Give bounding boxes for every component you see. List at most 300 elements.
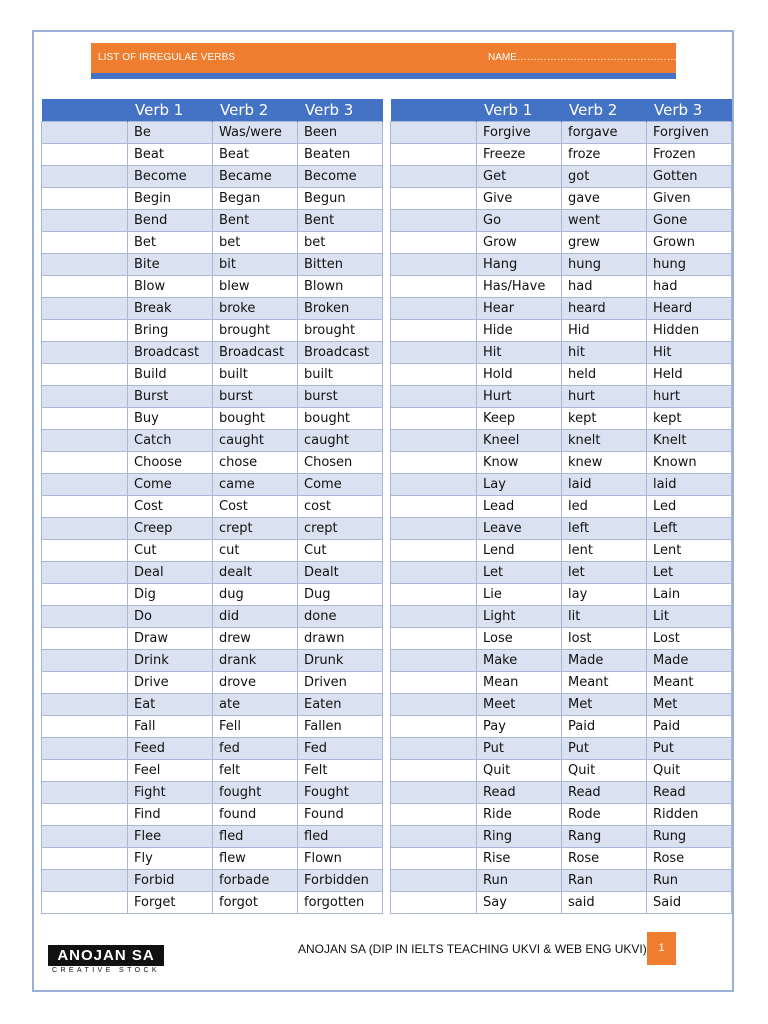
table-row [42,474,383,496]
verb2-cell: chose [213,452,298,474]
verb3-cell: Put [647,738,732,760]
table-row [391,386,732,408]
verb1-cell: Leave [477,518,562,540]
table-row [42,188,383,210]
verb1-cell: Keep [477,408,562,430]
table-row [391,804,732,826]
table-row [391,496,732,518]
verb3-cell: bought [298,408,383,430]
verb2-cell: forgot [213,892,298,914]
table-row [391,518,732,540]
verb3-cell: Lain [647,584,732,606]
verb3-cell: Given [647,188,732,210]
table-row [42,826,383,848]
blank-cell [42,386,128,408]
verb2-cell: Meant [562,672,647,694]
footer-credit: ANOJAN SA (DIP IN IELTS TEACHING UKVI & WEB ENG UKVI) [298,942,647,956]
verb3-cell: Eaten [298,694,383,716]
verb2-cell: gave [562,188,647,210]
verb3-cell: Gotten [647,166,732,188]
table-row [391,738,732,760]
verb2-cell: froze [562,144,647,166]
blank-cell [42,320,128,342]
verb2-cell: Bent [213,210,298,232]
header-underline [91,73,676,79]
verb3-cell: Paid [647,716,732,738]
verb1-cell: Beat [128,144,213,166]
blank-cell [42,760,128,782]
blank-cell [391,232,477,254]
verb-table-left [41,99,383,914]
table-row [391,474,732,496]
verb2-cell: went [562,210,647,232]
verb2-cell: bit [213,254,298,276]
verb3-cell: Run [647,870,732,892]
blank-cell [42,870,128,892]
table-row [42,210,383,232]
verb3-cell: Fed [298,738,383,760]
table-row [42,694,383,716]
verb2-cell: hung [562,254,647,276]
blank-cell [42,144,128,166]
verb3-cell: fled [298,826,383,848]
verb2-cell: fought [213,782,298,804]
blank-cell [391,672,477,694]
verb3-cell: cost [298,496,383,518]
verb3-cell: Flown [298,848,383,870]
verb1-cell: Fall [128,716,213,738]
verb2-cell: led [562,496,647,518]
table-row [42,386,383,408]
blank-cell [391,320,477,342]
blank-cell [42,562,128,584]
verb1-cell: Be [128,122,213,144]
verb1-cell: Burst [128,386,213,408]
verb3-cell: had [647,276,732,298]
blank-cell [42,672,128,694]
verb1-cell: Put [477,738,562,760]
table-row [391,826,732,848]
verb1-cell: Know [477,452,562,474]
verb3-cell: Grown [647,232,732,254]
blank-cell [42,210,128,232]
verb1-cell: Bite [128,254,213,276]
table-row [42,254,383,276]
verb2-cell: drank [213,650,298,672]
table-row [42,408,383,430]
blank-cell [391,210,477,232]
table-row [391,210,732,232]
verb3-cell: Bent [298,210,383,232]
verb1-cell: Forget [128,892,213,914]
verb3-cell: Known [647,452,732,474]
verb2-cell: drove [213,672,298,694]
blank-cell [42,254,128,276]
verb1-cell: Bend [128,210,213,232]
verb3-cell: Knelt [647,430,732,452]
blank-cell [42,364,128,386]
verb3-cell: drawn [298,628,383,650]
table-row [42,804,383,826]
verb3-cell: Made [647,650,732,672]
blank-cell [42,584,128,606]
table-row [42,144,383,166]
verb2-cell: forgave [562,122,647,144]
blank-cell [42,276,128,298]
table-row [42,232,383,254]
brand-logo [48,945,164,975]
table-row [391,254,732,276]
table-row [42,518,383,540]
verb2-cell: bought [213,408,298,430]
table-row [42,276,383,298]
table-row [42,496,383,518]
verb1-cell: Ring [477,826,562,848]
table-row [391,232,732,254]
verb2-cell: drew [213,628,298,650]
verb2-cell: let [562,562,647,584]
verb1-cell: Hang [477,254,562,276]
blank-cell [391,826,477,848]
verb1-cell: Hear [477,298,562,320]
verb2-cell: left [562,518,647,540]
table-row [391,870,732,892]
verb3-cell: Begun [298,188,383,210]
verb3-cell: Hidden [647,320,732,342]
verb3-cell: Forbidden [298,870,383,892]
logo-tagline: CREATIVE STOCK [51,967,161,974]
table-row [42,430,383,452]
blank-cell [391,540,477,562]
table-row [42,562,383,584]
table-row [391,188,732,210]
blank-cell [42,804,128,826]
verb1-cell: Mean [477,672,562,694]
verb2-cell: blew [213,276,298,298]
verb2-cell: Was/were [213,122,298,144]
verb2-cell: Quit [562,760,647,782]
blank-cell [42,848,128,870]
verb2-cell: forbade [213,870,298,892]
table-row [391,848,732,870]
verb1-cell: Lie [477,584,562,606]
blank-cell [391,606,477,628]
verb1-cell: Make [477,650,562,672]
verb3-cell: Let [647,562,732,584]
blank-cell [42,606,128,628]
verb1-cell: Eat [128,694,213,716]
table-row [391,452,732,474]
verb3-cell: Gone [647,210,732,232]
verb1-cell: Forbid [128,870,213,892]
table-row [391,760,732,782]
table-row [42,584,383,606]
table-row [42,672,383,694]
verb1-cell: Broadcast [128,342,213,364]
verb1-cell: Become [128,166,213,188]
verb1-cell: Grow [477,232,562,254]
verb3-cell: kept [647,408,732,430]
table-row [42,122,383,144]
verb1-cell: Lend [477,540,562,562]
verb1-cell: Build [128,364,213,386]
blank-cell [42,122,128,144]
verb1-cell: Go [477,210,562,232]
verb2-cell: broke [213,298,298,320]
blank-cell [391,364,477,386]
verb1-cell: Dig [128,584,213,606]
verb2-cell: Cost [213,496,298,518]
verb1-cell: Cost [128,496,213,518]
verb1-cell: Catch [128,430,213,452]
blank-cell [391,584,477,606]
verb2-cell: Read [562,782,647,804]
verb3-cell: crept [298,518,383,540]
table-row [391,606,732,628]
verb3-cell: Rung [647,826,732,848]
verb1-cell: Cut [128,540,213,562]
verb2-cell: lit [562,606,647,628]
verb2-cell: bet [213,232,298,254]
logo-main: ANOJAN SA [48,945,164,966]
verb3-cell: brought [298,320,383,342]
verb1-cell: Has/Have [477,276,562,298]
blank-cell [391,408,477,430]
verb3-cell: Held [647,364,732,386]
table-row [391,364,732,386]
table-row [42,628,383,650]
verb1-header: Verb 1 [477,99,562,122]
verb1-cell: Creep [128,518,213,540]
table-header-row [391,99,732,122]
blank-cell [391,694,477,716]
blank-cell [391,254,477,276]
verb3-cell: Bitten [298,254,383,276]
verb1-cell: Lose [477,628,562,650]
verb2-cell: dug [213,584,298,606]
verb2-cell: Paid [562,716,647,738]
verb2-cell: Rose [562,848,647,870]
blank-cell [391,782,477,804]
blank-cell [391,892,477,914]
table-row [391,298,732,320]
page-number: 1 [647,932,676,965]
table-row [42,760,383,782]
verb1-cell: Let [477,562,562,584]
verb2-cell: cut [213,540,298,562]
verb3-cell: Said [647,892,732,914]
blank-cell [391,518,477,540]
verb2-cell: lost [562,628,647,650]
blank-cell [391,870,477,892]
table-row [391,650,732,672]
verb3-cell: Left [647,518,732,540]
table-row [42,782,383,804]
table-row [391,584,732,606]
blank-cell [391,166,477,188]
table-row [42,870,383,892]
verb3-cell: Frozen [647,144,732,166]
verb2-cell: knelt [562,430,647,452]
table-row [391,144,732,166]
blank-cell [391,276,477,298]
blank-cell [42,540,128,562]
verb3-cell: hung [647,254,732,276]
table-row [42,650,383,672]
table-row [391,342,732,364]
verb1-cell: Find [128,804,213,826]
verb1-cell: Freeze [477,144,562,166]
verb1-cell: Break [128,298,213,320]
verb1-cell: Hide [477,320,562,342]
verb1-cell: Hit [477,342,562,364]
blank-cell [391,122,477,144]
blank-header [42,99,128,122]
verb3-cell: Fallen [298,716,383,738]
verb2-cell: heard [562,298,647,320]
verb3-cell: forgotten [298,892,383,914]
verb1-cell: Bring [128,320,213,342]
verb2-cell: built [213,364,298,386]
verb2-cell: kept [562,408,647,430]
verb1-cell: Give [477,188,562,210]
verb2-cell: Rang [562,826,647,848]
verb1-cell: Forgive [477,122,562,144]
verb2-header: Verb 2 [213,99,298,122]
verb2-cell: got [562,166,647,188]
verb3-cell: caught [298,430,383,452]
table-row [42,166,383,188]
verb3-cell: Found [298,804,383,826]
verb2-cell: brought [213,320,298,342]
verb3-cell: Dug [298,584,383,606]
table-row [391,166,732,188]
verb3-cell: Rose [647,848,732,870]
verb3-cell: Lost [647,628,732,650]
verb1-cell: Kneel [477,430,562,452]
table-row [391,562,732,584]
verb2-cell: grew [562,232,647,254]
verb1-header: Verb 1 [128,99,213,122]
blank-cell [391,804,477,826]
verb1-cell: Begin [128,188,213,210]
blank-cell [391,716,477,738]
table-row [391,408,732,430]
verb1-cell: Do [128,606,213,628]
table-row [391,430,732,452]
verb3-cell: Blown [298,276,383,298]
verb3-cell: Lent [647,540,732,562]
verb2-cell: hurt [562,386,647,408]
blank-cell [42,892,128,914]
verb2-cell: came [213,474,298,496]
verb1-cell: Say [477,892,562,914]
verb2-cell: Ran [562,870,647,892]
table-row [391,672,732,694]
blank-cell [42,166,128,188]
verb2-cell: Began [213,188,298,210]
blank-cell [391,452,477,474]
verb2-cell: Made [562,650,647,672]
table-row [42,892,383,914]
verb1-cell: Run [477,870,562,892]
blank-cell [391,474,477,496]
blank-cell [391,760,477,782]
verb1-cell: Pay [477,716,562,738]
blank-cell [42,738,128,760]
verb1-cell: Fight [128,782,213,804]
blank-cell [391,848,477,870]
document-title: LIST OF IRREGULAE VERBS [98,52,236,63]
table-row [42,540,383,562]
verb2-cell: felt [213,760,298,782]
verb3-cell: Beaten [298,144,383,166]
verb1-cell: Come [128,474,213,496]
verb-rows [42,122,383,914]
verb1-cell: Deal [128,562,213,584]
table-row [391,540,732,562]
verb1-cell: Hurt [477,386,562,408]
blank-cell [42,188,128,210]
verb2-cell: crept [213,518,298,540]
verb2-cell: lent [562,540,647,562]
verb-rows [391,122,732,914]
verb2-cell: Met [562,694,647,716]
verb3-cell: Forgiven [647,122,732,144]
verb2-cell: had [562,276,647,298]
blank-cell [391,738,477,760]
blank-cell [391,430,477,452]
verb3-cell: Broken [298,298,383,320]
verb2-cell: ate [213,694,298,716]
table-row [42,320,383,342]
verb2-cell: found [213,804,298,826]
table-row [391,694,732,716]
verb3-cell: done [298,606,383,628]
verb2-cell: fed [213,738,298,760]
verb3-header: Verb 3 [647,99,732,122]
blank-cell [391,188,477,210]
verb3-cell: Hit [647,342,732,364]
verb3-cell: Been [298,122,383,144]
verb3-header: Verb 3 [298,99,383,122]
verb2-cell: knew [562,452,647,474]
verb1-cell: Lead [477,496,562,518]
verb3-cell: Heard [647,298,732,320]
blank-cell [42,496,128,518]
verb2-cell: burst [213,386,298,408]
verb1-cell: Draw [128,628,213,650]
verb2-cell: Fell [213,716,298,738]
verb3-cell: Felt [298,760,383,782]
table-row [391,276,732,298]
verb3-cell: Led [647,496,732,518]
verb1-cell: Get [477,166,562,188]
table-row [391,628,732,650]
verb1-cell: Quit [477,760,562,782]
table-row [42,738,383,760]
name-field: NAME…………………………………………………… [488,52,717,63]
verb1-cell: Feed [128,738,213,760]
table-row [42,452,383,474]
table-row [42,716,383,738]
verb3-cell: Chosen [298,452,383,474]
table-row [391,782,732,804]
verb3-cell: Cut [298,540,383,562]
verb2-cell: caught [213,430,298,452]
verb3-cell: Ridden [647,804,732,826]
verb3-cell: Become [298,166,383,188]
